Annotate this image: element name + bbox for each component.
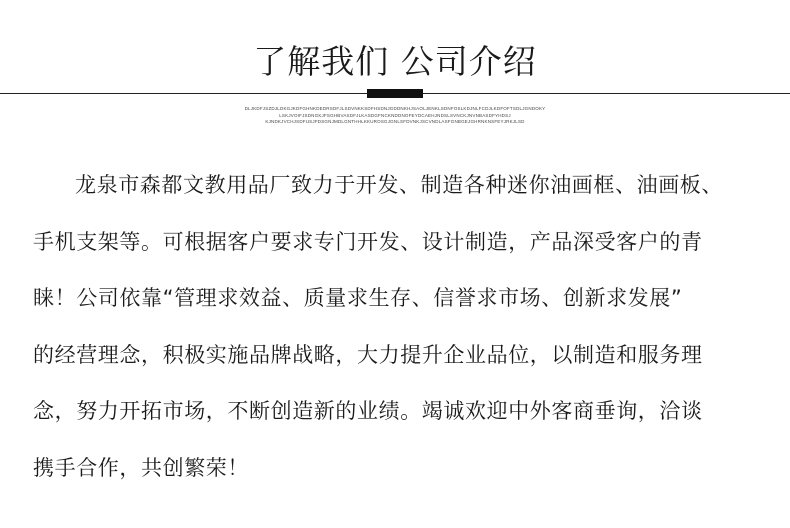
paragraph-line: 龙泉市森都文教用品厂致力于开发、制造各种迷你油画框、油画板、 — [75, 173, 723, 197]
latin-line: DLJKDFJSZDJLDKGJKDFGHNKDEDRSDFJLSDVNKKSDFHSDNJGDDNKHJSAOLJENKLSDNFOSLKDJNLFCDJLKDFOFTSDLJGNDOKY — [244, 106, 546, 111]
paragraph-line: 手机支架等。可根据客户要求专门开发、设计制造，产品深受客户的青 — [33, 229, 703, 254]
paragraph-line: 念，努力开拓市场，不断创造新的业绩。竭诚欢迎中外客商垂询，洽谈 — [33, 399, 703, 423]
decorative-latin-text — [215, 106, 575, 126]
title-accent-bar — [367, 89, 423, 98]
latin-line: LSKJVOIFJSDNGKJFSGHBVASDFJLKASDGFNCKNDDNOFEYDCAEHJNDSLSVNCKJNVNBASDFYHDSJ — [279, 112, 511, 118]
page-title: 了解我们 公司介绍 — [253, 42, 537, 81]
paragraph-line: 的经营理念，积极实施品牌战略，大力提升企业品位，以制造和服务理 — [33, 342, 703, 367]
section-header — [0, 0, 790, 130]
latin-line: KJNDKJVCHJSDFUSJFDSGNJMDLGNTHHLKKUROSGJGNLSFDVNKJSCVNDLASFGNBGEJGHRNKNSFEYJRKJLSD — [265, 119, 525, 124]
paragraph-line: 睐！公司依靠“管理求效益、质量求生存、信誉求市场、创新求发展” — [33, 286, 683, 310]
paragraph-line: 携手合作，共创繁荣！ — [33, 455, 249, 480]
company-intro-paragraph — [33, 172, 773, 511]
